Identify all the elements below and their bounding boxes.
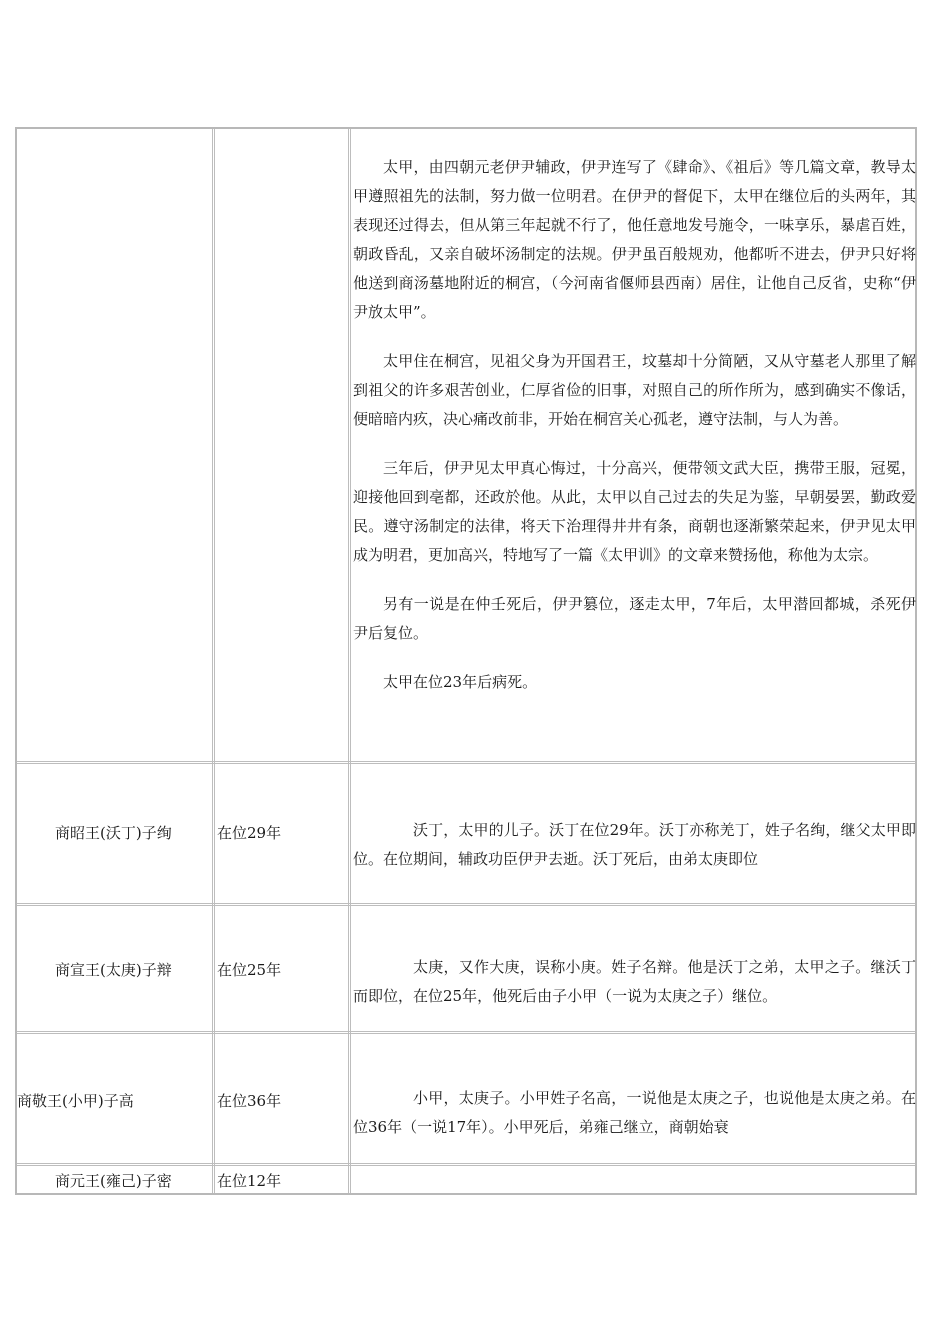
paragraph: 另有一说是在仲壬死后，伊尹篡位，逐走太甲，7年后，太甲潜回都城，杀死伊尹后复位。 [353, 595, 916, 642]
paragraph: 三年后，伊尹见太甲真心悔过，十分高兴，便带领文武大臣，携带王服，冠冕，迎接他回到亳都，还政於他。从此，太甲以自己过去的失足为鉴，早朝晏罢，勤政爱民。遵守汤制定的法律，将天下治理得井井有条，商朝也逐渐繁荣起来，伊尹见太甲成为明君，更加高兴，特地写了一篇《太甲训》的文章来赞扬他，称他为太宗。 [353, 459, 916, 564]
paragraph: 太甲住在桐宫，见祖父身为开国君王，坟墓却十分简陋，又从守墓老人那里了解到祖父的许多艰苦创业，仁厚省俭的旧事，对照自己的所作所为，感到确实不像话，便暗暗内疚，决心痛改前非，开始在桐宫关心孤老，遵守法制，与人为善。 [353, 352, 916, 428]
paragraph: 太甲，由四朝元老伊尹辅政，伊尹连写了《肆命》、《祖后》等几篇文章，教导太甲遵照祖先的法制，努力做一位明君。在伊尹的督促下，太甲在继位后的头两年，其表现还过得去，但从第三年起就不行了，他任意地发号施令，一味享乐，暴虐百姓，朝政昏乱，又亲自破坏汤制定的法规。伊尹虽百般规劝，他都听不进去，伊尹只好将他送到商汤墓地附近的桐宫，（今河南省偃师县西南）居住，让他自己反省，史称“伊尹放太甲”。 [353, 158, 916, 321]
table-row [17, 761, 915, 903]
taijia-description [353, 153, 916, 717]
table-row [17, 1163, 915, 1193]
reign-length: 在位36年 [217, 1092, 282, 1110]
king-name: 商敬王(小甲)子高 [17, 1092, 134, 1110]
king-name: 商宣王(太庚)子辩 [55, 961, 172, 979]
reign-length: 在位12年 [217, 1172, 282, 1190]
history-table [15, 127, 917, 1195]
king-description [353, 953, 916, 1011]
king-name: 商元王(雍己)子密 [55, 1172, 172, 1190]
paragraph: 太甲在位23年后病死。 [383, 673, 538, 691]
description-text: 小甲，太庚子。小甲姓子名高，一说他是太庚之子，也说他是太庚之弟。在位36年（一说17年）。小甲死后，弟雍己继立，商朝始衰 [353, 1089, 916, 1136]
king-name: 商昭王(沃丁)子绚 [55, 824, 172, 842]
reign-length: 在位25年 [217, 961, 282, 979]
table-row [17, 903, 915, 1033]
description-text: 沃丁，太甲的儿子。沃丁在位29年。沃丁亦称羌丁，姓子名绚，继父太甲即位。在位期间，辅政功臣伊尹去逝。沃丁死后，由弟太庚即位 [353, 821, 916, 868]
king-description [353, 1084, 916, 1142]
king-description [353, 816, 916, 874]
description-text: 太庚，又作大庚，误称小庚。姓子名辩。他是沃丁之弟，太甲之子。继沃丁而即位，在位25年，他死后由子小甲（一说为太庚之子）继位。 [353, 958, 916, 1005]
reign-length: 在位29年 [217, 824, 282, 842]
table-row [17, 1031, 915, 1163]
